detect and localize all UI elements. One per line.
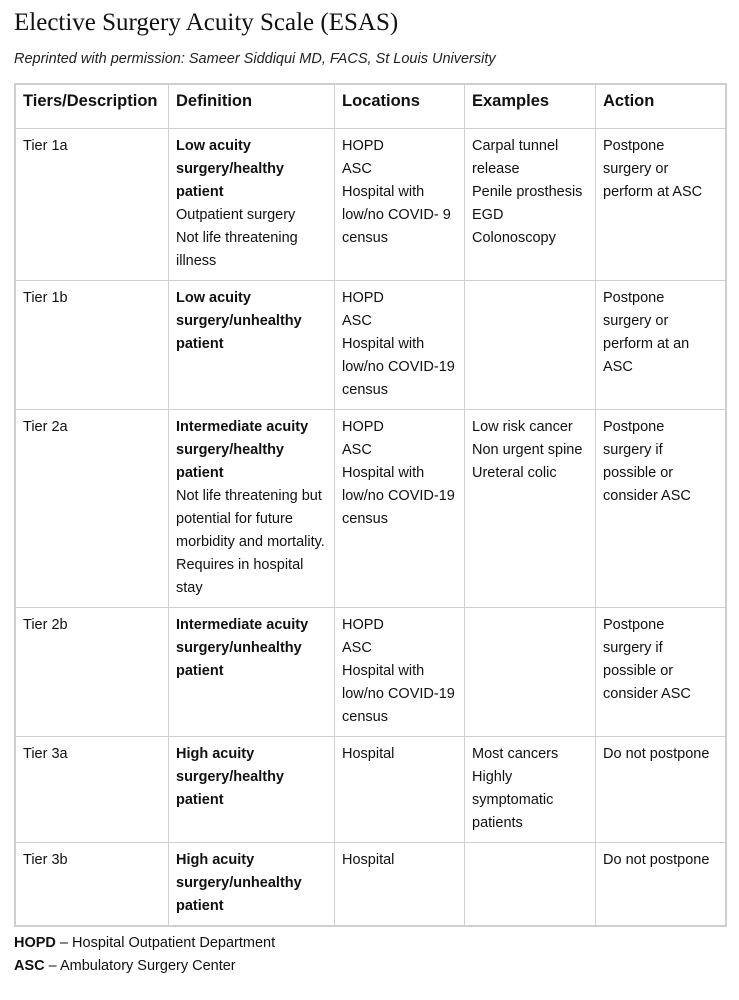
cell-line: consider ASC [603, 686, 691, 702]
tier-cell [16, 410, 169, 608]
action-cell [596, 281, 725, 410]
table-body [16, 129, 725, 925]
tier-cell [16, 129, 169, 281]
cell-line: Hospital [342, 852, 395, 868]
cell-line: EGD [472, 207, 504, 223]
cell-line: surgery or [603, 161, 669, 177]
cell-line: census [342, 230, 388, 246]
table-row [16, 129, 725, 281]
cell-line: Not life threatening but [176, 488, 322, 504]
action-cell [596, 129, 725, 281]
footnote-abbreviation: ASC [14, 958, 45, 974]
cell-line: Low acuity [176, 138, 251, 154]
footnote-text: – Ambulatory Surgery Center [44, 958, 236, 974]
cell-line: surgery/unhealthy [176, 640, 302, 656]
cell-line: patient [176, 898, 224, 914]
action-cell [596, 737, 725, 843]
cell-line: patient [176, 336, 224, 352]
cell-line: Intermediate acuity [176, 617, 309, 633]
cell-line: patient [176, 465, 224, 481]
cell-line: possible or [603, 663, 674, 679]
cell-line: Outpatient surgery [176, 207, 296, 223]
cell-line: illness [176, 253, 217, 269]
locations-cell [335, 737, 465, 843]
definition-cell [169, 129, 335, 281]
footnote-text: – Hospital Outpatient Department [55, 935, 276, 951]
cell-line: surgery if [603, 640, 663, 656]
cell-line: patient [176, 792, 224, 808]
definition-cell [169, 737, 335, 843]
cell-line: ASC [342, 442, 372, 458]
cell-line: symptomatic [472, 792, 554, 808]
cell-line: High acuity [176, 852, 255, 868]
cell-line: patient [176, 184, 224, 200]
cell-line: Highly [472, 769, 513, 785]
tier-label: Tier 1a [23, 138, 68, 154]
definition-cell [169, 843, 335, 925]
cell-line: possible or [603, 465, 674, 481]
cell-line: surgery/healthy [176, 442, 284, 458]
cell-line: stay [176, 580, 203, 596]
cell-line: Colonoscopy [472, 230, 556, 246]
cell-line: low/no COVID-19 [342, 359, 455, 375]
cell-line: Postpone [603, 617, 665, 633]
cell-line: Postpone [603, 138, 665, 154]
cell-line: Low acuity [176, 290, 251, 306]
cell-line: ASC [342, 640, 372, 656]
table-row [16, 843, 725, 925]
esas-table [14, 83, 727, 927]
cell-line: Hospital with [342, 336, 425, 352]
page-title: Elective Surgery Acuity Scale (ESAS) [14, 9, 399, 36]
cell-line: Intermediate acuity [176, 419, 309, 435]
cell-line: perform at an [603, 336, 690, 352]
column-header: Locations [335, 85, 465, 129]
locations-cell [335, 410, 465, 608]
locations-cell [335, 129, 465, 281]
cell-line: census [342, 709, 388, 725]
cell-line: surgery/healthy [176, 161, 284, 177]
definition-cell [169, 608, 335, 737]
table-row [16, 281, 725, 410]
tier-label: Tier 1b [23, 290, 68, 306]
cell-line: low/no COVID-19 [342, 686, 455, 702]
cell-line: surgery/unhealthy [176, 875, 302, 891]
cell-line: low/no COVID-19 [342, 488, 455, 504]
cell-line: release [472, 161, 520, 177]
column-header: Definition [169, 85, 335, 129]
cell-line: patient [176, 663, 224, 679]
cell-line: surgery/unhealthy [176, 313, 302, 329]
definition-cell [169, 281, 335, 410]
cell-line: Not life threatening [176, 230, 298, 246]
cell-line: Hospital [342, 746, 395, 762]
action-cell [596, 608, 725, 737]
cell-line: patients [472, 815, 523, 831]
column-header: Examples [465, 85, 596, 129]
locations-cell [335, 281, 465, 410]
cell-line: Hospital with [342, 184, 425, 200]
examples-cell [465, 129, 596, 281]
table-header-row [16, 85, 725, 129]
cell-line: High acuity [176, 746, 255, 762]
cell-line: surgery/healthy [176, 769, 284, 785]
cell-line: census [342, 511, 388, 527]
cell-line: Do not postpone [603, 746, 710, 762]
table-row [16, 410, 725, 608]
examples-cell [465, 608, 596, 737]
footnote [14, 955, 275, 978]
document [14, 0, 724, 927]
tier-cell [16, 608, 169, 737]
tier-cell [16, 737, 169, 843]
cell-line: Postpone [603, 290, 665, 306]
tier-label: Tier 2b [23, 617, 68, 633]
cell-line: ASC [603, 359, 633, 375]
tier-label: Tier 3a [23, 746, 68, 762]
cell-line: surgery if [603, 442, 663, 458]
cell-line: Requires in hospital [176, 557, 304, 573]
cell-line: Penile prosthesis [472, 184, 583, 200]
tier-label: Tier 2a [23, 419, 68, 435]
table-row [16, 737, 725, 843]
column-header: Action [596, 85, 725, 129]
cell-line: potential for future [176, 511, 293, 527]
cell-line: ASC [342, 313, 372, 329]
footnotes [14, 932, 275, 978]
tier-label: Tier 3b [23, 852, 68, 868]
cell-line: low/no COVID- 9 [342, 207, 451, 223]
cell-line: Ureteral colic [472, 465, 557, 481]
examples-cell [465, 281, 596, 410]
tier-cell [16, 843, 169, 925]
examples-cell [465, 843, 596, 925]
action-cell [596, 410, 725, 608]
column-header: Tiers/Description [16, 85, 169, 129]
definition-cell [169, 410, 335, 608]
cell-line: consider ASC [603, 488, 691, 504]
footnote [14, 932, 275, 955]
action-cell [596, 843, 725, 925]
cell-line: Hospital with [342, 663, 425, 679]
cell-line: Do not postpone [603, 852, 710, 868]
cell-line: Hospital with [342, 465, 425, 481]
cell-line: Non urgent spine [472, 442, 583, 458]
tier-cell [16, 281, 169, 410]
cell-line: Carpal tunnel [472, 138, 559, 154]
cell-line: Postpone [603, 419, 665, 435]
attribution: Reprinted with permission: Sameer Siddiqui MD, FACS, St Louis University [14, 51, 496, 67]
cell-line: perform at ASC [603, 184, 703, 200]
examples-cell [465, 737, 596, 843]
cell-line: ASC [342, 161, 372, 177]
cell-line: HOPD [342, 617, 384, 633]
cell-line: census [342, 382, 388, 398]
cell-line: HOPD [342, 419, 384, 435]
footnote-abbreviation: HOPD [14, 935, 56, 951]
cell-line: surgery or [603, 313, 669, 329]
cell-line: HOPD [342, 290, 384, 306]
locations-cell [335, 608, 465, 737]
locations-cell [335, 843, 465, 925]
cell-line: Low risk cancer [472, 419, 573, 435]
table-row [16, 608, 725, 737]
cell-line: HOPD [342, 138, 384, 154]
examples-cell [465, 410, 596, 608]
cell-line: morbidity and mortality. [176, 534, 325, 550]
cell-line: Most cancers [472, 746, 559, 762]
